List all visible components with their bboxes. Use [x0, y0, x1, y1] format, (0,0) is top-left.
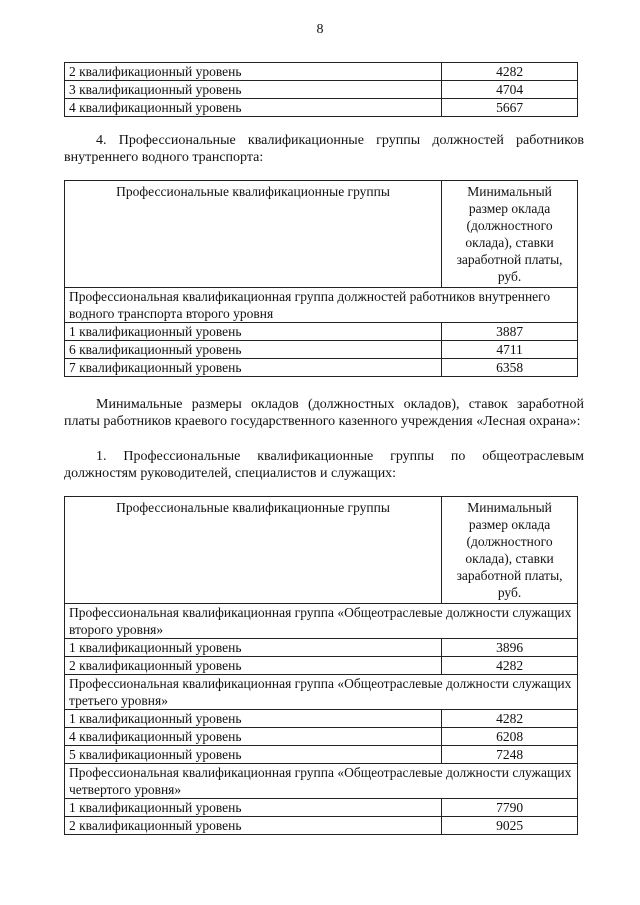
group-row — [65, 288, 578, 323]
level-label: 6 квалификационный уровень — [65, 341, 442, 359]
salary-table-3 — [64, 496, 578, 835]
min-salaries-paragraph: Минимальные размеры окладов (должностных окладов), ставок заработной платы работников краевого государственного казенного учреждения «Лесная охрана»: — [64, 397, 584, 429]
header-min-salary: Минимальный размер оклада (должностного оклада), ставки заработной платы, руб. — [442, 497, 578, 604]
salary-value: 4282 — [442, 657, 578, 675]
level-label: 1 квалификационный уровень — [65, 799, 442, 817]
table-row — [65, 817, 578, 835]
header-groups: Профессиональные квалификационные группы — [65, 497, 442, 604]
section-1-heading: 1. Профессиональные квалификационные группы по общеотраслевым должностям руководителей, специалистов и служащих: — [64, 449, 584, 481]
table-row — [65, 639, 578, 657]
salary-value: 4704 — [442, 81, 578, 99]
table-row — [65, 63, 578, 81]
level-label: 1 квалификационный уровень — [65, 710, 442, 728]
table-row — [65, 799, 578, 817]
level-label: 2 квалификационный уровень — [65, 63, 442, 81]
level-label: 7 квалификационный уровень — [65, 359, 442, 377]
table-row — [65, 359, 578, 377]
group-title: Профессиональная квалификационная группа должностей работников внутреннего водного транспорта второго уровня — [65, 288, 578, 323]
level-label: 5 квалификационный уровень — [65, 746, 442, 764]
table-row — [65, 99, 578, 117]
level-label: 4 квалификационный уровень — [65, 728, 442, 746]
salary-table-2 — [64, 180, 578, 377]
table-header-row — [65, 181, 578, 288]
salary-value: 7248 — [442, 746, 578, 764]
group-row — [65, 604, 578, 639]
level-label: 2 квалификационный уровень — [65, 657, 442, 675]
level-label: 2 квалификационный уровень — [65, 817, 442, 835]
section-4-heading: 4. Профессиональные квалификационные группы должностей работников внутреннего водного транспорта: — [64, 133, 584, 165]
group-title: Профессиональная квалификационная группа «Общеотраслевые должности служащих четвертого уровня» — [65, 764, 578, 799]
salary-value: 3896 — [442, 639, 578, 657]
group-row — [65, 675, 578, 710]
table-row — [65, 746, 578, 764]
level-label: 3 квалификационный уровень — [65, 81, 442, 99]
salary-value: 7790 — [442, 799, 578, 817]
table-row — [65, 710, 578, 728]
table-header-row — [65, 497, 578, 604]
salary-value: 3887 — [442, 323, 578, 341]
group-title: Профессиональная квалификационная группа «Общеотраслевые должности служащих второго уровня» — [65, 604, 578, 639]
salary-value: 6208 — [442, 728, 578, 746]
header-groups: Профессиональные квалификационные группы — [65, 181, 442, 288]
salary-value: 4282 — [442, 63, 578, 81]
salary-value: 4282 — [442, 710, 578, 728]
salary-value: 5667 — [442, 99, 578, 117]
group-title: Профессиональная квалификационная группа «Общеотраслевые должности служащих третьего уровня» — [65, 675, 578, 710]
salary-value: 9025 — [442, 817, 578, 835]
level-label: 1 квалификационный уровень — [65, 639, 442, 657]
level-label: 1 квалификационный уровень — [65, 323, 442, 341]
table-row — [65, 657, 578, 675]
page-number: 8 — [316, 22, 324, 37]
table-row — [65, 728, 578, 746]
header-min-salary: Минимальный размер оклада (должностного оклада), ставки заработной платы, руб. — [442, 181, 578, 288]
group-row — [65, 764, 578, 799]
salary-value: 6358 — [442, 359, 578, 377]
table-row — [65, 341, 578, 359]
salary-table-1 — [64, 62, 578, 117]
table-row — [65, 323, 578, 341]
level-label: 4 квалификационный уровень — [65, 99, 442, 117]
salary-value: 4711 — [442, 341, 578, 359]
table-row — [65, 81, 578, 99]
